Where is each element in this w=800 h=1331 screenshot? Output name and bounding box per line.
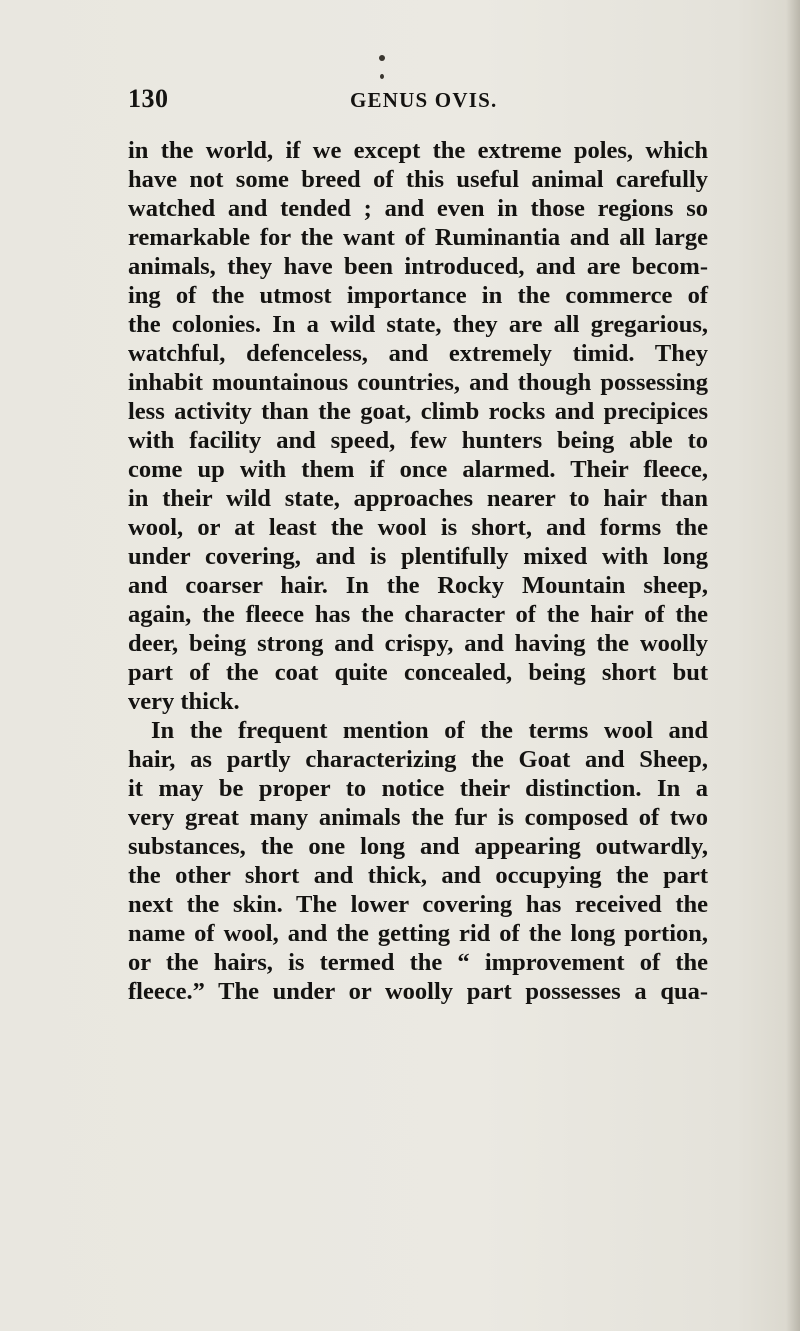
text-line: next the skin. The lower covering has received the — [128, 891, 708, 918]
text-line: very great many animals the fur is composed of two — [128, 804, 708, 831]
text-line: substances, the one long and appearing outwardly, — [128, 833, 708, 860]
body-text — [128, 136, 708, 1006]
text-line: wool, or at least the wool is short, and forms the — [128, 514, 708, 541]
ink-speck — [379, 55, 385, 61]
text-line: deer, being strong and crispy, and having the woolly — [128, 630, 708, 657]
text-line: with facility and speed, few hunters being able to — [128, 427, 708, 454]
text-line: under covering, and is plentifully mixed with long — [128, 543, 708, 570]
text-line: watchful, defenceless, and extremely timid. They — [128, 340, 708, 367]
text-line: and coarser hair. In the Rocky Mountain sheep, — [128, 572, 708, 599]
text-line: inhabit mountainous countries, and though possessing — [128, 369, 708, 396]
text-line: or the hairs, is termed the “ improvement of the — [128, 949, 708, 976]
text-line: ing of the utmost importance in the commerce of — [128, 282, 708, 309]
running-title: GENUS OVIS. — [350, 88, 498, 112]
page-number: 130 — [128, 84, 169, 113]
text-line: again, the fleece has the character of the hair of the — [128, 601, 708, 628]
text-line: in the world, if we except the extreme poles, which — [128, 137, 708, 164]
text-line: In the frequent mention of the terms wool and — [151, 717, 708, 744]
page-edge-shadow — [786, 0, 800, 1331]
text-line: have not some breed of this useful animal carefully — [128, 166, 708, 193]
text-line: watched and tended ; and even in those regions so — [128, 195, 708, 222]
text-line: come up with them if once alarmed. Their fleece, — [128, 456, 708, 483]
text-line: name of wool, and the getting rid of the long portion, — [128, 920, 708, 947]
text-line: very thick. — [128, 688, 240, 715]
text-line: in their wild state, approaches nearer to hair than — [128, 485, 708, 512]
text-line: part of the coat quite concealed, being short but — [128, 659, 708, 686]
ink-speck — [380, 74, 384, 79]
text-line: remarkable for the want of Ruminantia and all large — [128, 224, 708, 251]
text-line: it may be proper to notice their distinction. In a — [128, 775, 708, 802]
running-head — [128, 84, 598, 124]
text-line: hair, as partly characterizing the Goat and Sheep, — [128, 746, 708, 773]
text-line: the colonies. In a wild state, they are all gregarious, — [128, 311, 708, 338]
text-line: animals, they have been introduced, and are becom- — [128, 253, 708, 280]
text-line: less activity than the goat, climb rocks and precipices — [128, 398, 708, 425]
text-line: the other short and thick, and occupying the part — [128, 862, 708, 889]
text-line: fleece.” The under or woolly part possesses a qua- — [128, 978, 708, 1005]
